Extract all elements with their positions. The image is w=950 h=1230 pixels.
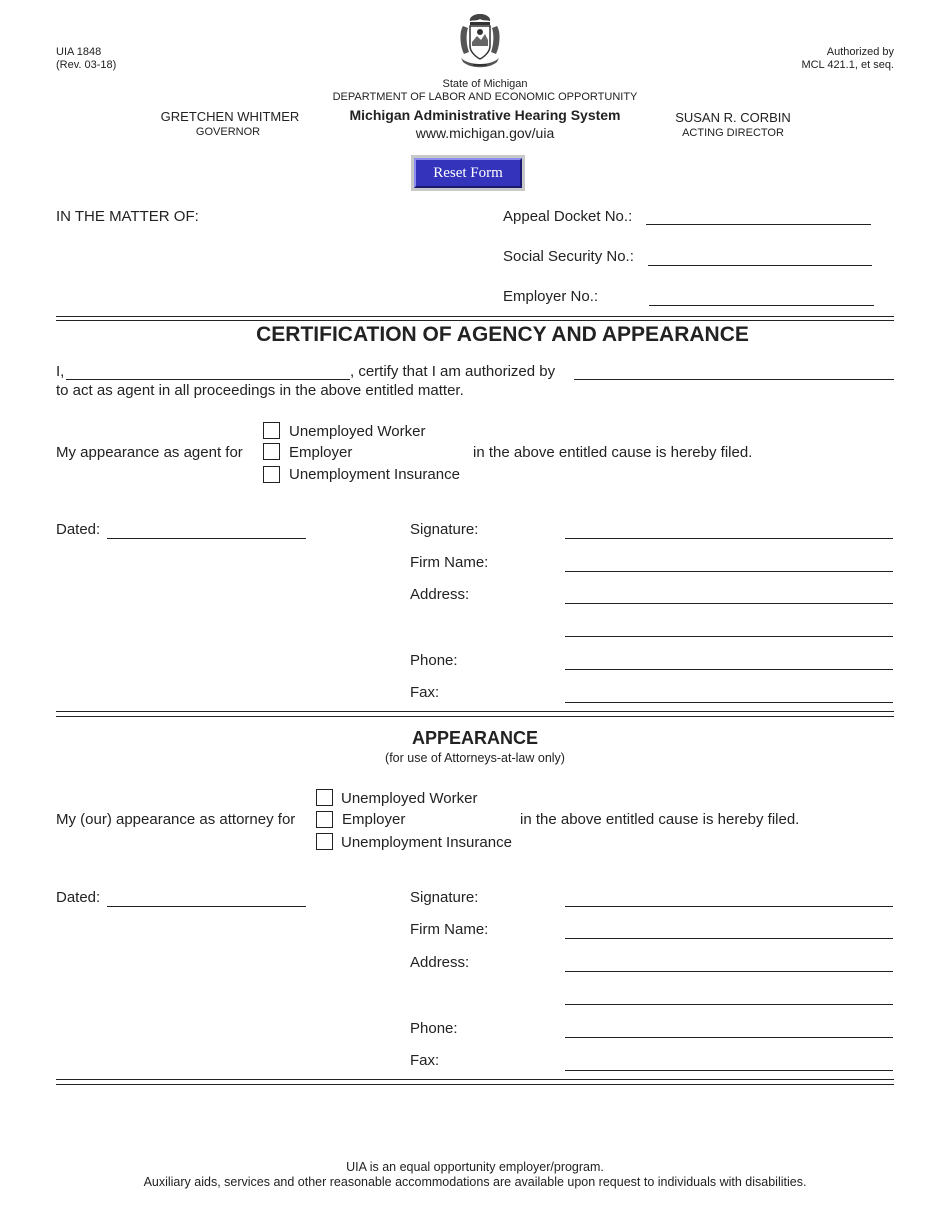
reset-form-button[interactable]: Reset Form: [414, 158, 522, 188]
attorney-firm-field[interactable]: [565, 938, 893, 939]
agent-option-label: Unemployed Worker: [289, 423, 426, 440]
agent-phone-label: Phone:: [410, 652, 458, 669]
authorized-by: Authorized by: [826, 46, 894, 58]
employer-no-field[interactable]: [649, 305, 874, 306]
agent-address-label: Address:: [410, 586, 470, 603]
attorney-unemployment-insurance-checkbox[interactable]: [316, 833, 333, 850]
attorney-option-label: Unemployment Insurance: [341, 834, 512, 851]
employer-no-label: Employer No.:: [503, 288, 599, 305]
agent-firm-field[interactable]: [565, 571, 893, 572]
divider: [56, 716, 894, 717]
agent-fax-field[interactable]: [565, 702, 893, 703]
certify-text: , certify that I am authorized by: [350, 363, 556, 380]
appeal-docket-field[interactable]: [646, 224, 871, 225]
attorney-firm-label: Firm Name:: [410, 921, 489, 938]
appeal-docket-label: Appeal Docket No.:: [503, 208, 633, 225]
divider: [56, 1084, 894, 1085]
divider: [56, 320, 894, 321]
attorney-option-label: Employer: [342, 811, 406, 828]
certification-title: CERTIFICATION OF AGENCY AND APPEARANCE: [256, 323, 749, 346]
agent-appearance-label: My appearance as agent for: [56, 444, 243, 461]
ssn-field[interactable]: [648, 265, 872, 266]
agent-firm-label: Firm Name:: [410, 554, 489, 571]
authority-citation: MCL 421.1, et seq.: [801, 59, 894, 71]
attorney-address-field[interactable]: [565, 971, 893, 972]
director-title: ACTING DIRECTOR: [682, 127, 784, 139]
agent-employer-checkbox[interactable]: [263, 443, 280, 460]
agent-signature-label: Signature:: [410, 521, 479, 538]
attorney-fax-label: Fax:: [410, 1052, 440, 1069]
attorney-address-field-2[interactable]: [565, 1004, 893, 1005]
principal-name-field[interactable]: [574, 379, 894, 380]
attorney-dated-label: Dated:: [56, 889, 101, 906]
certify-i-prefix: I,: [56, 363, 65, 380]
agent-address-field[interactable]: [565, 603, 893, 604]
attorney-signature-label: Signature:: [410, 889, 479, 906]
footer-accommodations: Auxiliary aids, services and other reasonable accommodations are available upon request to individuals with disabilities.: [143, 1175, 807, 1189]
agent-unemployed-worker-checkbox[interactable]: [263, 422, 280, 439]
attorney-phone-field[interactable]: [565, 1037, 893, 1038]
divider: [56, 316, 894, 317]
agent-option-label: Employer: [289, 444, 353, 461]
appearance-subtitle: (for use of Attorneys-at-law only): [385, 751, 565, 765]
system-name: Michigan Administrative Hearing System: [349, 107, 621, 123]
agent-dated-label: Dated:: [56, 521, 101, 538]
agent-address-field-2[interactable]: [565, 636, 893, 637]
governor-title: GOVERNOR: [195, 126, 261, 138]
reset-form-button-frame: [411, 155, 525, 191]
form-id: UIA 1848: [56, 46, 102, 58]
state-name: State of Michigan: [442, 78, 528, 90]
attorney-address-label: Address:: [410, 954, 470, 971]
agent-filed-text: in the above entitled cause is hereby filed.: [473, 444, 753, 461]
attorney-signature-field[interactable]: [565, 906, 893, 907]
agent-fax-label: Fax:: [410, 684, 440, 701]
attorney-unemployed-worker-checkbox[interactable]: [316, 789, 333, 806]
appearance-title: APPEARANCE: [411, 728, 539, 748]
agent-phone-field[interactable]: [565, 669, 893, 670]
governor-name: GRETCHEN WHITMER: [160, 109, 300, 124]
department-name: DEPARTMENT OF LABOR AND ECONOMIC OPPORTUNITY: [332, 91, 638, 103]
matter-label: IN THE MATTER OF:: [56, 208, 199, 225]
attorney-fax-field[interactable]: [565, 1070, 893, 1071]
agent-unemployment-insurance-checkbox[interactable]: [263, 466, 280, 483]
attorney-option-label: Unemployed Worker: [341, 790, 478, 807]
michigan-state-seal-icon: [455, 12, 505, 72]
attorney-employer-checkbox[interactable]: [316, 811, 333, 828]
divider: [56, 1079, 894, 1080]
agent-dated-field[interactable]: [107, 538, 306, 539]
agent-signature-field[interactable]: [565, 538, 893, 539]
footer-equal-opportunity: UIA is an equal opportunity employer/program.: [346, 1160, 604, 1174]
attorney-appearance-label: My (our) appearance as attorney for: [56, 811, 296, 828]
agent-option-label: Unemployment Insurance: [289, 466, 460, 483]
divider: [56, 711, 894, 712]
director-name: SUSAN R. CORBIN: [675, 110, 791, 125]
agent-name-field[interactable]: [66, 379, 350, 380]
attorney-dated-field[interactable]: [107, 906, 306, 907]
attorney-phone-label: Phone:: [410, 1020, 458, 1037]
form-revision: (Rev. 03-18): [56, 59, 117, 71]
ssn-label: Social Security No.:: [503, 248, 634, 265]
website-link[interactable]: www.michigan.gov/uia: [415, 125, 555, 141]
attorney-filed-text: in the above entitled cause is hereby filed.: [520, 811, 800, 828]
act-as-agent-text: to act as agent in all proceedings in the above entitled matter.: [56, 382, 464, 399]
